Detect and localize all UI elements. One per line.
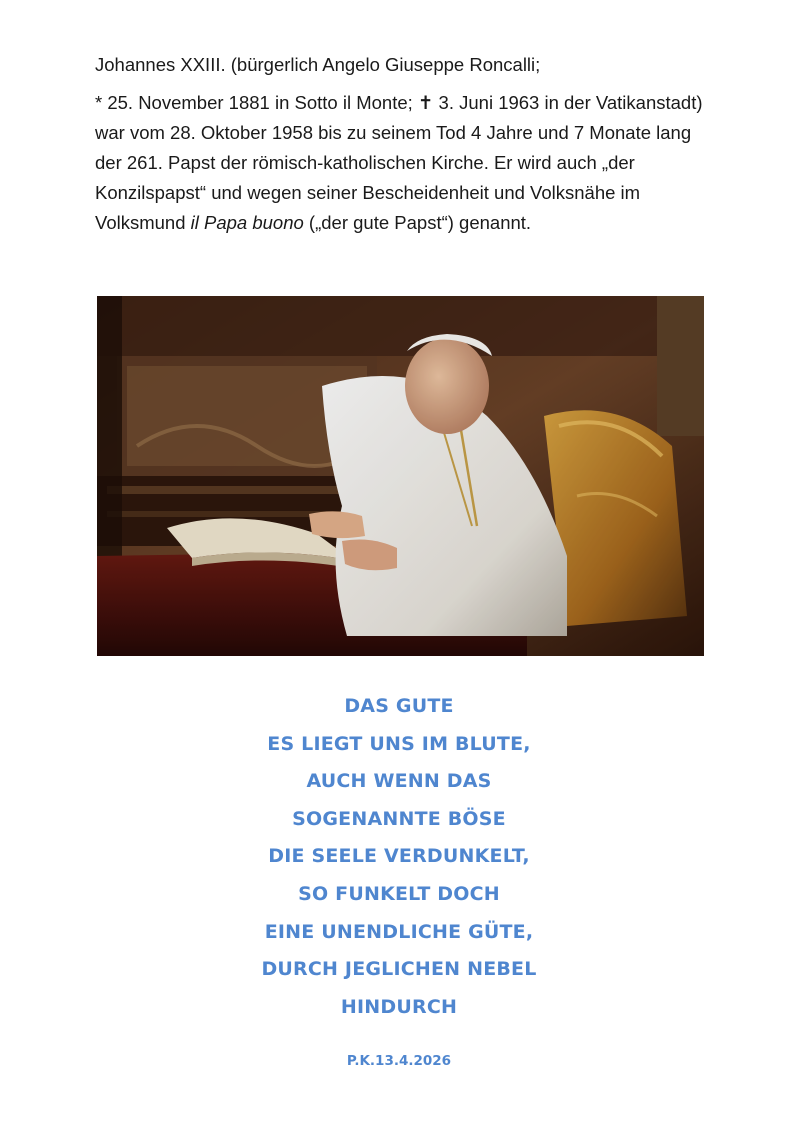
poem bbox=[0, 688, 798, 1026]
biography-body: * 25. November 1881 in Sotto il Monte; ✝ 3. Juni 1963 in der Vatikanstadt) war vom 28. Oktober 1958 bis zu seinem Tod 4 Jahre und 7 Monate lang der 261. Papst der römisch-katholischen Kirche. Er wird auch „der Konzilspapst“ und wegen seiner Bescheidenheit und Volksnähe im Volksmund bbox=[95, 92, 703, 233]
poem-line: AUCH WENN DAS bbox=[306, 770, 492, 793]
nickname-italic: il Papa buono bbox=[190, 212, 304, 233]
pope-reading-illustration bbox=[97, 296, 704, 656]
poem-line: ES LIEGT UNS IM BLUTE, bbox=[267, 732, 531, 755]
poem-line: SOGENANNTE BÖSE bbox=[292, 807, 506, 830]
poem-line: HINDURCH bbox=[340, 995, 458, 1018]
biography-first-line: Johannes XXIII. (bürgerlich Angelo Giuseppe Roncalli; bbox=[95, 54, 541, 75]
poem-line: SO FUNKELT DOCH bbox=[298, 882, 500, 905]
signature-date: P.K.13.4.2026 bbox=[346, 1053, 452, 1069]
pope-photo bbox=[97, 296, 704, 656]
poem-line: EINE UNENDLICHE GÜTE, bbox=[264, 920, 534, 943]
biography-paragraph bbox=[95, 88, 715, 238]
biography-ending: („der gute Papst“) genannt. bbox=[303, 212, 532, 233]
biography-text bbox=[95, 50, 715, 238]
poem-line: DIE SEELE VERDUNKELT, bbox=[268, 845, 530, 868]
poem-line: DURCH JEGLICHEN NEBEL bbox=[261, 958, 537, 981]
poem-line: DAS GUTE bbox=[344, 695, 454, 717]
